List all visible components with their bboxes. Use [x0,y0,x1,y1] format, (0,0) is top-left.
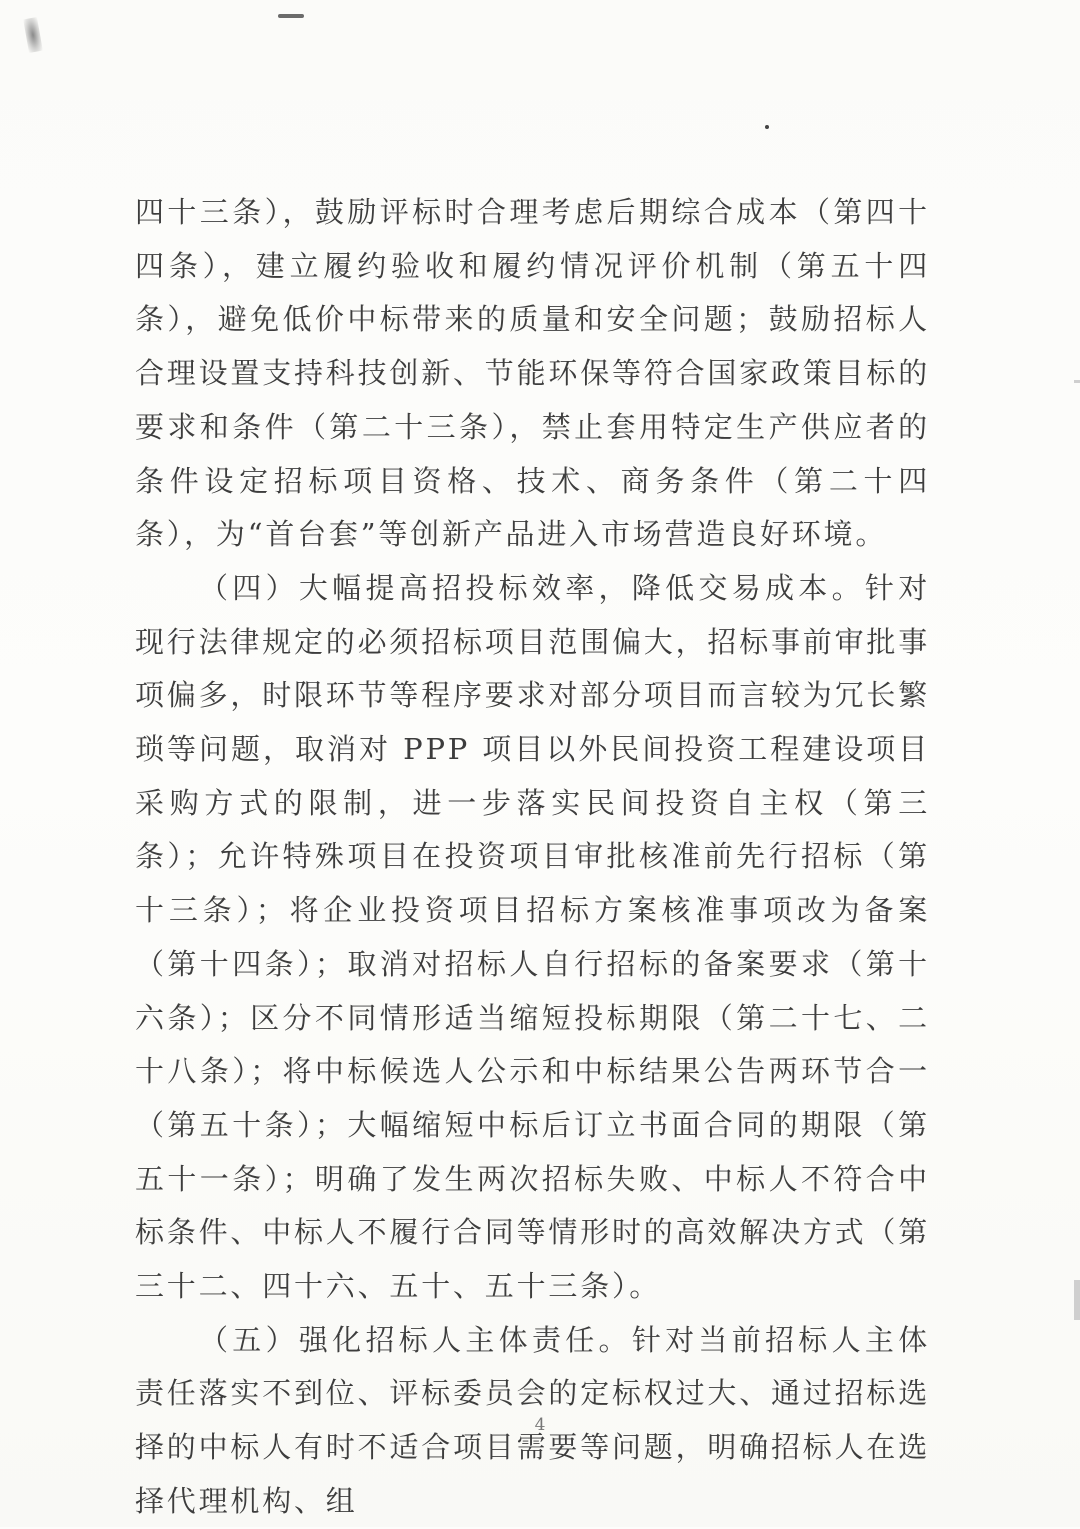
scan-artifact-line [278,14,304,18]
scan-artifact-mark [23,17,43,53]
paragraph-continuation: 四十三条），鼓励评标时合理考虑后期综合成本（第四十四条），建立履约验收和履约情况评价机制（第五十四条），避免低价中标带来的质量和安全问题；鼓励招标人合理设置支持科技创新、节能环保等符合国家政策目标的要求和条件（第二十三条），禁止套用特定生产供应者的条件设定招标项目资格、技术、商务条件（第二十四条），为“首台套”等创新产品进入市场营造良好环境。 [135,195,931,552]
paragraph-section-four: （四）大幅提高招投标效率，降低交易成本。针对现行法律规定的必须招标项目范围偏大，招标事前审批事项偏多，时限环节等程序要求对部分项目而言较为冗长繁琐等问题，取消对 PPP 项目以外民间投资工程建设项目采购方式的限制，进一步落实民间投资自主权（第三条）；允许特殊项目在投资项目审批核准前先行招标（第十三条）；将企业投资项目招标方案核准事项改为备案（第十四条）；取消对招标人自行招标的备案要求（第十六条）；区分不同情形适当缩短投标期限（第二十七、二十八条）；将中标候选人公示和中标结果公告两环节合一（第五十条）；大幅缩短中标后订立书面合同的期限（第五十一条）；明确了发生两次招标失败、中标人不符合中标条件、中标人不履行合同等情形时的高效解决方式（第三十二、四十六、五十、五十三条）。 [135,570,931,1304]
body-text [135,186,930,1529]
paragraph-section-five: （五）强化招标人主体责任。针对当前招标人主体责任落实不到位、评标委员会的定标权过大、通过招标选择的中标人有时不适合项目需要等问题，明确招标人在选择代理机构、组 [135,1322,931,1518]
scan-edge-mark [1074,1280,1080,1320]
page-number: 4 [534,1415,546,1435]
scan-artifact-dot [765,125,769,129]
scan-edge-mark [1074,380,1080,383]
